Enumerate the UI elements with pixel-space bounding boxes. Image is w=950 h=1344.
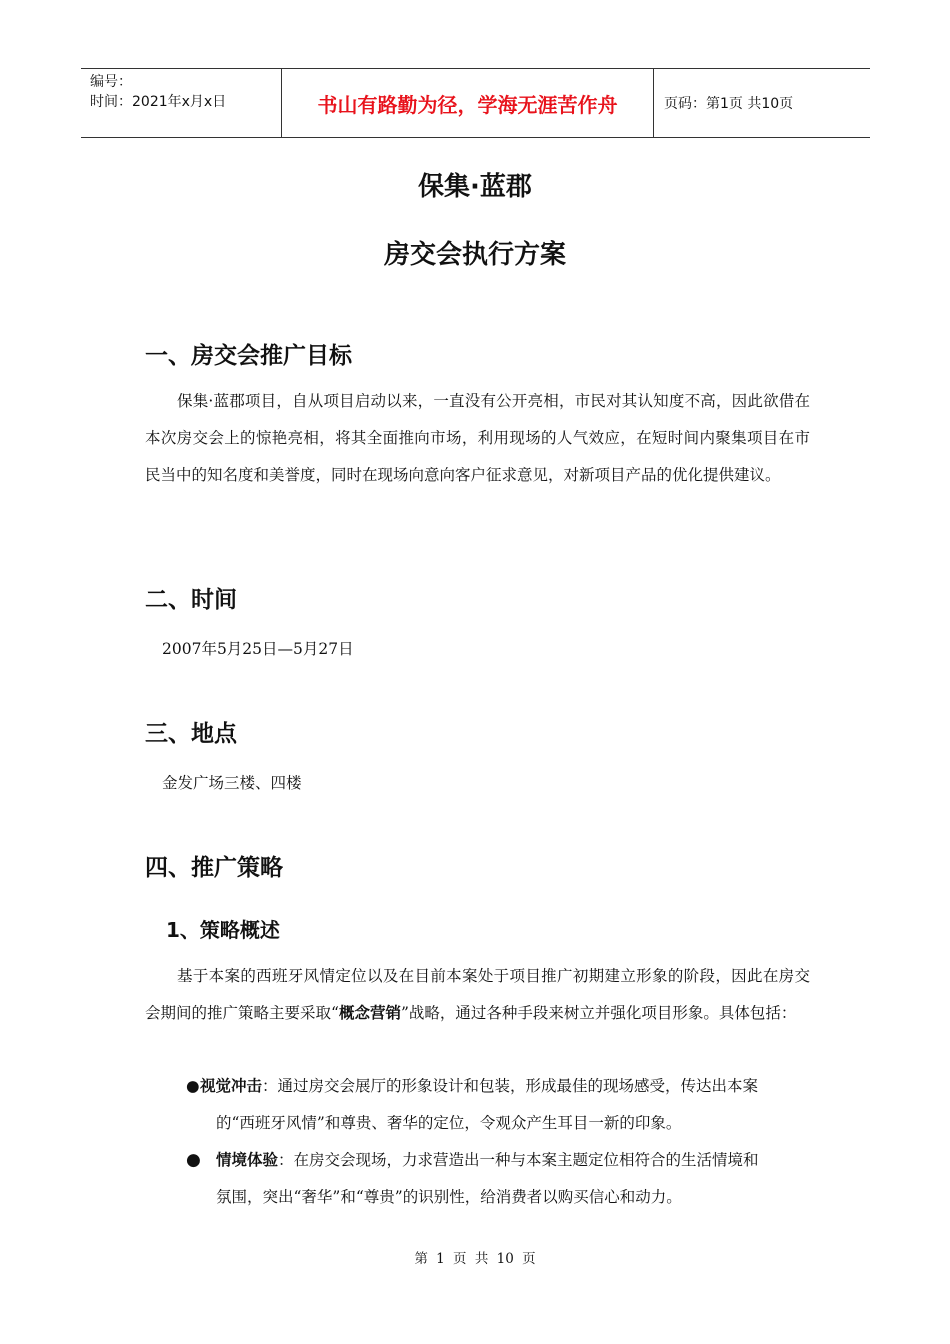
bullet-marker: ●: [186, 1150, 201, 1170]
document-subtitle: 房交会执行方案: [383, 240, 566, 270]
section-body-time: 2007年5月25日—5月27日: [162, 640, 354, 658]
header-motto-cell: [282, 69, 654, 137]
document-title: 保集·蓝郡: [418, 172, 532, 202]
bullet-text: ：通过房交会展厅的形象设计和包装，形成最佳的现场感受，传达出本案: [262, 1077, 759, 1095]
header-motto: 书山有路勤为径，学海无涯苦作舟: [317, 92, 618, 117]
document-number-label: 编号：: [90, 74, 132, 90]
section-body-goal: 保集·蓝郡项目，自从项目启动以来，一直没有公开亮相，市民对其认知度不高，因此欲借在本次房交会上的惊艳亮相，将其全面推向市场，利用现场的人气效应，在短时间内聚集项目在市民当中的知名度和美誉度，同时在现场向意向客户征求意见，对新项目产品的优化提供建议。: [145, 392, 810, 484]
bullet-text-continued: 的“西班牙风情”和尊贵、奢华的定位，令观众产生耳目一新的印象。: [216, 1114, 682, 1132]
bullet-scene-experience: [186, 1142, 810, 1216]
header-page-cell: [654, 69, 870, 137]
section-heading-location: 三、地点: [145, 721, 237, 747]
overview-text-part1: 基于本案的西班牙风情定位以及在目前本案处于项目推广初期建立形象的阶段，因此在房交会期间的推广策略主要采取“: [145, 967, 810, 1022]
bullet-visual-impact: [186, 1068, 810, 1142]
header-table: [81, 68, 870, 138]
bullet-label: 情境体验: [216, 1151, 279, 1169]
bullet-label: 视觉冲击: [200, 1077, 263, 1095]
subsection-body-overview: [145, 958, 810, 1032]
page-footer: 第 1 页 共 10 页: [414, 1251, 536, 1267]
overview-text-bold: 概念营销: [338, 1004, 401, 1022]
section-body-location: 金发广场三楼、四楼: [162, 774, 302, 792]
bullet-text: ：在房交会现场，力求营造出一种与本案主题定位相符合的生活情境和: [278, 1151, 759, 1169]
header-meta-cell: [81, 69, 282, 137]
section-heading-time: 二、时间: [145, 587, 237, 613]
section-heading-strategy: 四、推广策略: [145, 855, 283, 881]
subsection-heading-overview: 1、策略概述: [166, 918, 280, 942]
header-page-info: 页码：第1页 共10页: [664, 96, 794, 112]
bullet-text-continued: 氛围，突出“奢华”和“尊贵”的识别性，给消费者以购买信心和动力。: [216, 1188, 682, 1206]
bullet-marker: ●: [186, 1077, 200, 1095]
overview-text-part2: ”战略，通过各种手段来树立并强化项目形象。具体包括：: [400, 1004, 797, 1022]
section-heading-goal: 一、房交会推广目标: [145, 343, 352, 369]
document-time-label: 时间：2021年x月x日: [90, 94, 227, 110]
